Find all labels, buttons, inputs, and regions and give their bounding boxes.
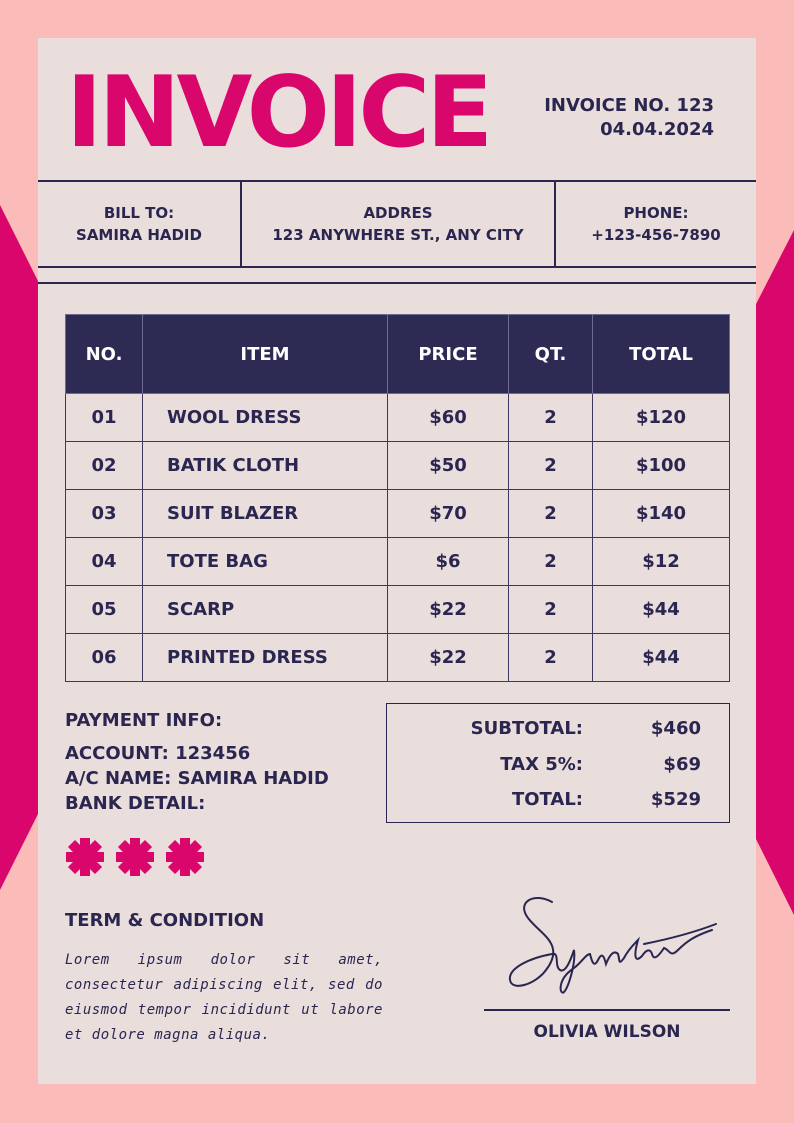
cell-price: $22 bbox=[388, 634, 509, 682]
right-accent-shape bbox=[754, 230, 794, 915]
phone-label: PHONE: bbox=[623, 204, 689, 222]
cell-no: 06 bbox=[66, 634, 143, 682]
cell-item: SCARP bbox=[143, 586, 388, 634]
header-price: PRICE bbox=[388, 315, 509, 394]
payment-account: ACCOUNT: 123456 bbox=[65, 743, 251, 764]
payment-title: PAYMENT INFO: bbox=[65, 710, 223, 731]
cell-no: 02 bbox=[66, 442, 143, 490]
bill-to-name: SAMIRA HADID bbox=[76, 226, 202, 244]
cell-total: $44 bbox=[593, 586, 730, 634]
cell-qty: 2 bbox=[509, 442, 593, 490]
cell-total: $44 bbox=[593, 634, 730, 682]
cell-no: 05 bbox=[66, 586, 143, 634]
signature-line bbox=[484, 1009, 730, 1011]
cell-item: PRINTED DRESS bbox=[143, 634, 388, 682]
header-qty: QT. bbox=[509, 315, 593, 394]
address-value: 123 ANYWHERE ST., ANY CITY bbox=[272, 226, 524, 244]
table-row bbox=[66, 394, 730, 442]
asterisk-shape bbox=[66, 838, 104, 876]
asterisk-icon bbox=[64, 836, 106, 878]
header-total: TOTAL bbox=[593, 315, 730, 394]
address-cell bbox=[242, 182, 556, 266]
signature-graphic bbox=[494, 884, 732, 1004]
tax-label: TAX 5%: bbox=[500, 754, 583, 775]
terms-title: TERM & CONDITION bbox=[65, 910, 265, 931]
subtotal-row bbox=[387, 718, 729, 748]
cell-total: $140 bbox=[593, 490, 730, 538]
terms-body: Lorem ipsum dolor sit amet, consectetur adipiscing elit, sed do eiusmod tempor incididunt ut labore et dolore magna aliqua. bbox=[65, 952, 383, 1043]
subtotal-label: SUBTOTAL: bbox=[470, 718, 583, 739]
invoice-number: INVOICE NO. 123 bbox=[544, 95, 714, 116]
cell-qty: 2 bbox=[509, 634, 593, 682]
signature-underline bbox=[644, 924, 716, 944]
items-table bbox=[65, 314, 730, 682]
asterisk-shape bbox=[166, 838, 204, 876]
table-row bbox=[66, 538, 730, 586]
table-row bbox=[66, 634, 730, 682]
bill-to-cell bbox=[38, 182, 242, 266]
bill-to-label: BILL TO: bbox=[103, 204, 175, 222]
subtotal-value: $460 bbox=[650, 718, 701, 739]
table-row bbox=[66, 490, 730, 538]
divider-rule bbox=[38, 282, 756, 284]
totals-box bbox=[386, 703, 730, 823]
invoice-paper bbox=[38, 38, 756, 1084]
left-accent-shape bbox=[0, 205, 40, 890]
cell-total: $12 bbox=[593, 538, 730, 586]
cell-no: 01 bbox=[66, 394, 143, 442]
tax-value: $69 bbox=[663, 754, 701, 775]
left-accent-stripe bbox=[0, 0, 40, 1123]
asterisk-shape bbox=[116, 838, 154, 876]
asterisk-icon bbox=[114, 836, 156, 878]
cell-item: WOOL DRESS bbox=[143, 394, 388, 442]
header-item: ITEM bbox=[143, 315, 388, 394]
header-no: NO. bbox=[66, 315, 143, 394]
cell-price: $6 bbox=[388, 538, 509, 586]
asterisk-icon bbox=[164, 836, 206, 878]
info-band bbox=[38, 180, 756, 268]
cell-qty: 2 bbox=[509, 490, 593, 538]
cell-price: $22 bbox=[388, 586, 509, 634]
payment-info bbox=[65, 708, 329, 816]
phone-cell bbox=[556, 182, 756, 266]
table-row bbox=[66, 586, 730, 634]
cell-no: 03 bbox=[66, 490, 143, 538]
total-row bbox=[387, 789, 729, 819]
signer-name: OLIVIA WILSON bbox=[533, 1022, 681, 1042]
tax-row bbox=[387, 754, 729, 784]
cell-item: SUIT BLAZER bbox=[143, 490, 388, 538]
invoice-date: 04.04.2024 bbox=[600, 119, 714, 140]
payment-account-name: A/C NAME: SAMIRA HADID bbox=[65, 768, 329, 789]
right-accent-stripe bbox=[754, 0, 794, 1123]
asterisk-decoration bbox=[64, 836, 206, 878]
payment-bank: BANK DETAIL: bbox=[65, 793, 206, 814]
cell-item: BATIK CLOTH bbox=[143, 442, 388, 490]
cell-price: $70 bbox=[388, 490, 509, 538]
cell-qty: 2 bbox=[509, 538, 593, 586]
invoice-meta bbox=[544, 94, 714, 142]
cell-qty: 2 bbox=[509, 586, 593, 634]
cell-qty: 2 bbox=[509, 394, 593, 442]
signature-stroke bbox=[510, 898, 712, 993]
cell-no: 04 bbox=[66, 538, 143, 586]
table-row bbox=[66, 442, 730, 490]
cell-price: $50 bbox=[388, 442, 509, 490]
table-header-row bbox=[66, 315, 730, 394]
cell-total: $120 bbox=[593, 394, 730, 442]
cell-total: $100 bbox=[593, 442, 730, 490]
total-value: $529 bbox=[650, 789, 701, 810]
cell-item: TOTE BAG bbox=[143, 538, 388, 586]
cell-price: $60 bbox=[388, 394, 509, 442]
invoice-title: INVOICE bbox=[66, 56, 490, 170]
total-label: TOTAL: bbox=[511, 789, 583, 810]
phone-value: +123-456-7890 bbox=[591, 226, 721, 244]
address-label: ADDRES bbox=[363, 204, 433, 222]
